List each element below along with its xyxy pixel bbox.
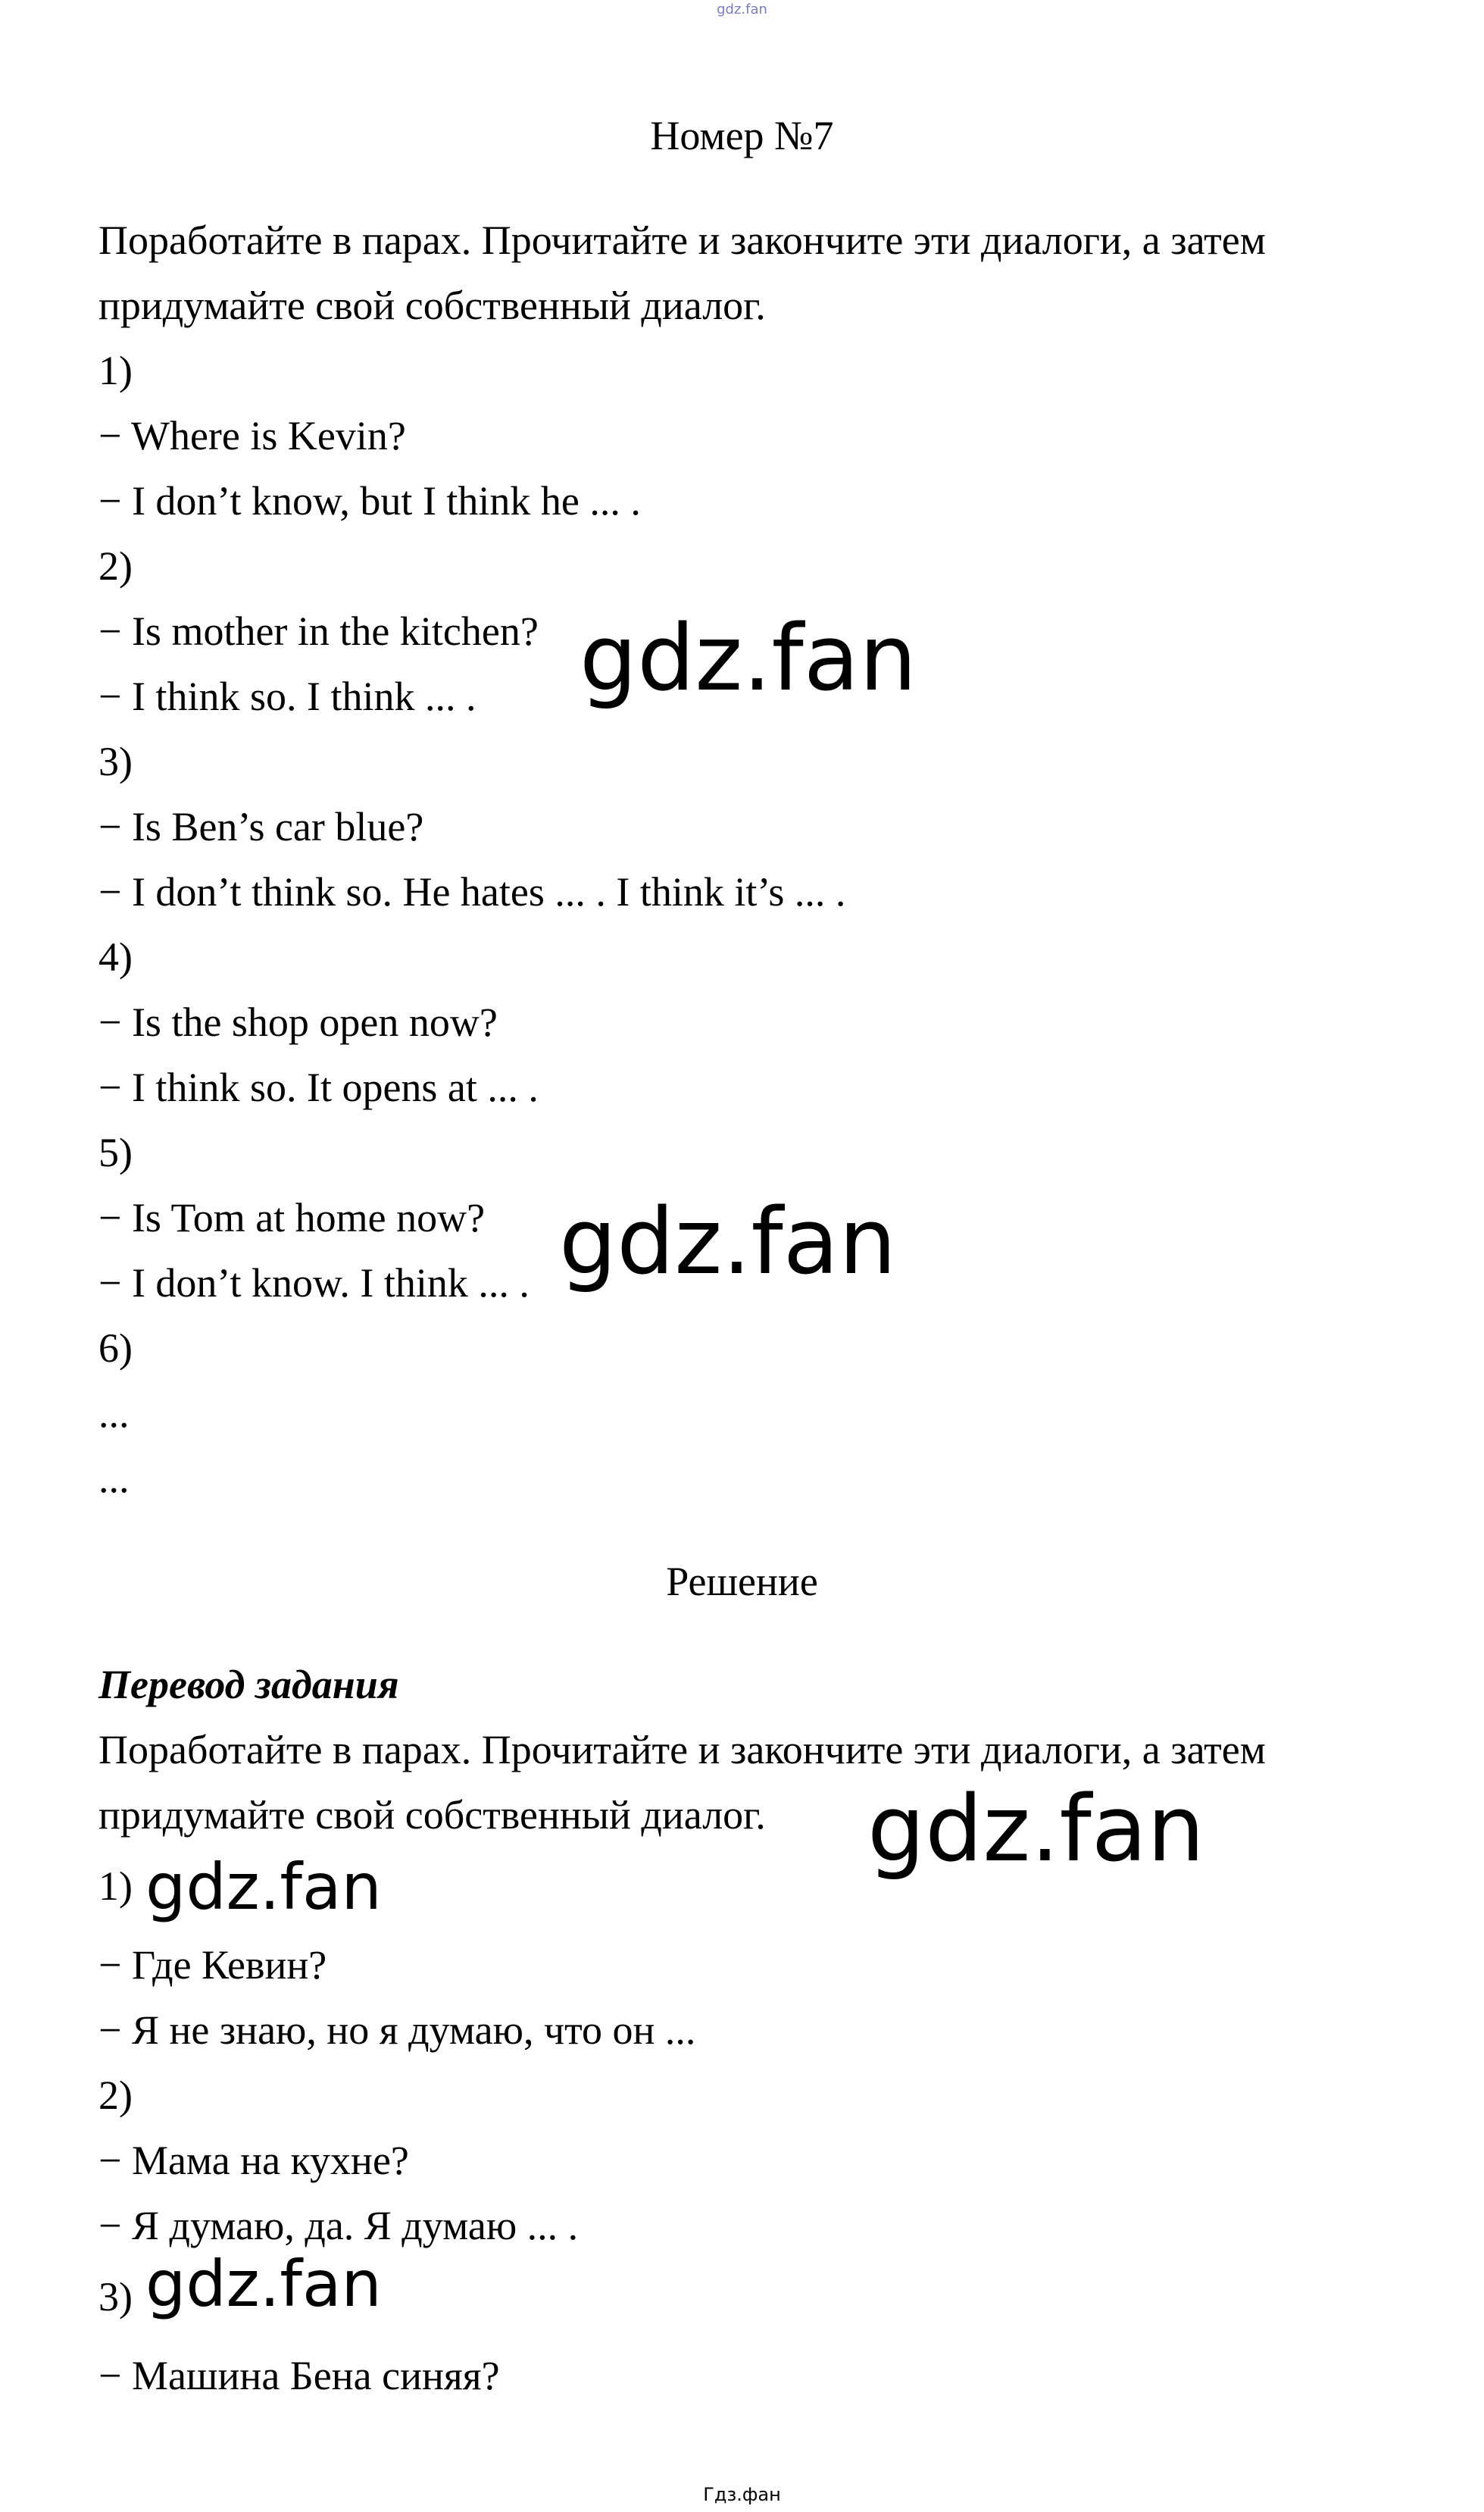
translation-text-line-2: придумайте свой собственный диалог.	[98, 1792, 766, 1838]
top-watermark: gdz.fan	[717, 2, 767, 17]
solution-heading: Решение	[666, 1559, 818, 1604]
page-title: Номер №7	[650, 113, 834, 158]
watermark-gdz-fan: gdz.fan	[145, 2247, 382, 2321]
dialog-line: − Я не знаю, но я думаю, что он ...	[98, 2007, 696, 2053]
translation-text-line-1: Поработайте в парах. Прочитайте и закончите эти диалоги, а затем	[98, 1727, 1266, 1772]
dialog-line: − Машина Бена синяя?	[98, 2353, 500, 2398]
dialog-number: 3)	[98, 739, 133, 784]
dialog-line: ...	[98, 1391, 130, 1436]
dialog-line: − Is mother in the kitchen?	[98, 608, 539, 654]
task-text-line-1: Поработайте в парах. Прочитайте и закончите эти диалоги, а затем	[98, 217, 1266, 263]
dialog-line: − I don’t know. I think ... .	[98, 1260, 530, 1306]
dialog-line: − I think so. It opens at ... .	[98, 1065, 539, 1110]
dialog-line: − Мама на кухне?	[98, 2138, 409, 2183]
watermark-gdz-fan: gdz.fan	[145, 1850, 382, 1924]
translation-heading: Перевод задания	[98, 1662, 399, 1707]
watermark-gdz-fan: gdz.fan	[867, 1777, 1205, 1882]
dialog-number: 3)	[98, 2274, 133, 2320]
dialog-line: − Is the shop open now?	[98, 999, 498, 1045]
dialog-line: ...	[98, 1456, 130, 1501]
watermark-gdz-fan: gdz.fan	[559, 1190, 897, 1295]
dialog-number: 1)	[98, 1863, 133, 1909]
watermark-gdz-fan: gdz.fan	[580, 606, 917, 712]
dialog-number: 1)	[98, 348, 133, 393]
dialog-number: 4)	[98, 934, 133, 980]
dialog-number: 6)	[98, 1325, 133, 1371]
dialog-number: 5)	[98, 1130, 133, 1175]
dialog-line: − I don’t know, but I think he ... .	[98, 478, 641, 524]
dialog-line: − Где Кевин?	[98, 1942, 327, 1988]
task-text-line-2: придумайте свой собственный диалог.	[98, 283, 766, 328]
dialog-line: − Я думаю, да. Я думаю ... .	[98, 2203, 579, 2248]
dialog-line: − I don’t think so. He hates ... . I think it’s ... .	[98, 869, 846, 915]
dialog-number: 2)	[98, 543, 133, 589]
dialog-line: − Where is Kevin?	[98, 413, 406, 458]
dialog-number: 2)	[98, 2072, 133, 2118]
dialog-line: − Is Ben’s car blue?	[98, 804, 424, 849]
page-footer: Гдз.фан	[703, 2484, 781, 2505]
dialog-line: − I think so. I think ... .	[98, 674, 476, 719]
dialog-line: − Is Tom at home now?	[98, 1195, 486, 1240]
